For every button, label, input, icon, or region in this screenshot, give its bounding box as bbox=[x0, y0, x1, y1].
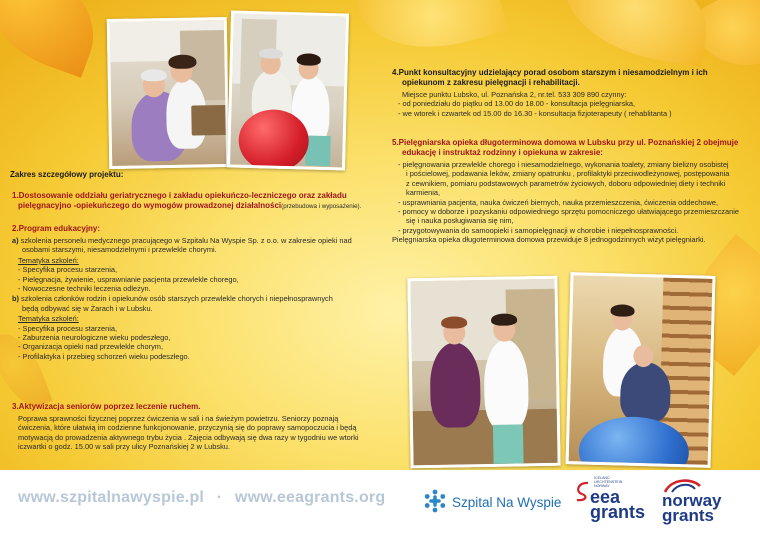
photo-senior-therapy-2 bbox=[227, 10, 349, 170]
section5-heading-line1: 5.Pielęgniarska opieka długoterminowa domowa w Lubsku przy ul. Poznańskiej 2 obejmuje bbox=[392, 138, 739, 147]
eea-wordmark-line2: grants bbox=[590, 502, 646, 522]
eea-grants-logo bbox=[574, 476, 644, 532]
topic-1-1: - Pielęgnacja, żywienie, usprawnianie pacjenta przewlekle chorego, bbox=[18, 274, 239, 284]
section5-line-4: - usprawniania pacjenta, nauka ćwiczeń biernych, nauka przemieszczenia, ćwiczenia oddechowe, bbox=[398, 197, 719, 207]
section4-line-0: Miejsce punktu Lubsko, ul. Poznańska 2, nr.tel. 533 309 890 czynny: bbox=[402, 90, 627, 99]
eea-country-norway: NORWAY bbox=[594, 484, 610, 488]
photo-senior-walking bbox=[407, 276, 560, 469]
scope-title: Zakres szczegółowy projektu: bbox=[10, 170, 124, 179]
section2-a-label: a) bbox=[12, 236, 19, 245]
section4-heading-line1: 4.Punkt konsultacyjny udzielający porad osobom starszym i niesamodzielnym i ich bbox=[392, 68, 708, 77]
eea-wordmark bbox=[590, 487, 646, 522]
eea-country-liechtenstein: LIECHTENSTEIN bbox=[594, 480, 623, 484]
section2-heading: 2.Program edukacyjny: bbox=[12, 224, 101, 233]
topic-1-2: - Nowoczesne techniki leczenia odleżyn. bbox=[18, 284, 151, 294]
autumn-leaf-decoration bbox=[553, 0, 717, 67]
section1-heading-note: (przebudowa i wyposażenie). bbox=[281, 203, 362, 210]
section5-body bbox=[392, 160, 757, 245]
topics-label-1: Tematyka szkoleń: bbox=[18, 255, 79, 265]
section2-a-line1: szkolenia personelu medycznego pracującego w Szpitalu Na Wyspie Sp. z o.o. w zakresie opieki nad bbox=[18, 236, 352, 245]
section1-heading bbox=[12, 191, 392, 212]
eeagrants-website-link[interactable]: www.eeagrants.org bbox=[234, 489, 386, 506]
section5-line-5: - pomocy w doborze i pozyskaniu odpowiedniego sprzętu pomocniczego ułatwiającego przemieszczanie bbox=[398, 207, 739, 217]
autumn-leaf-decoration bbox=[0, 0, 112, 78]
section3-line-1: ćwiczenia, które ułatwią im codzienne funkcjonowanie, przyczynią się do poprawy samopoczucia i będą bbox=[18, 423, 357, 433]
url-separator: · bbox=[216, 489, 223, 506]
photo-senior-therapy-1 bbox=[107, 17, 230, 169]
autumn-leaf-decoration bbox=[351, 0, 508, 67]
footer bbox=[0, 470, 760, 537]
eea-wordmark-line1: eea bbox=[590, 487, 621, 507]
section4-line-1: - od poniedziału do piątku od 13.00 do 18.00 - konsultacja pielęgniarska, bbox=[398, 99, 636, 109]
section5-line-7: - przygotowywania do samoopieki i samopielęgnacji w chorobie i niepełnosprawności. bbox=[398, 225, 679, 235]
section5-heading bbox=[392, 138, 757, 158]
section5-line-1: i pościelowej, podawania leków, zmiany opatrunku , profilaktyki przeciwodleżynowej, postępowania bbox=[406, 169, 730, 179]
eea-swirl-icon bbox=[574, 480, 590, 502]
norway-wordmark bbox=[662, 493, 722, 523]
footer-urls bbox=[18, 489, 385, 507]
topics-label-2: Tematyka szkoleń: bbox=[18, 314, 79, 324]
section1-heading-line2: pielęgnacyjno -opiekuńczego do wymogów prowadzonej działalności bbox=[18, 201, 282, 210]
section3-line-3: iczwartki o godz. 15.00 w sali przy ulicy Poznańskiej 2 w Lubsku. bbox=[18, 442, 230, 452]
norway-grants-logo bbox=[658, 478, 738, 532]
norway-wordmark-line2: grants bbox=[662, 506, 714, 525]
section2-b-label: b) bbox=[12, 294, 19, 304]
section5-heading-line2: edukację i instruktaż rodzinny i opiekuna w zakresie: bbox=[402, 148, 603, 157]
topic-2-1: - Zaburzenia neurologiczne wieku podeszłego, bbox=[18, 333, 171, 343]
topic-2-0: - Specyfika procesu starzenia, bbox=[18, 323, 117, 333]
section3-line-2: motywacją do prowadzenia aktywnego trybu życia . Zajęcia odbywają się dwa razy w tygodniu we wtorki bbox=[18, 432, 359, 442]
section2-a-line2: osobami starszymi, niesamodzielnymi i przewlekle chorymi. bbox=[22, 245, 217, 255]
section4-heading-line2: opiekunom z zakresu pielęgnacji i rehabilitacji. bbox=[402, 78, 580, 87]
section2-body bbox=[12, 236, 397, 361]
section3-line-0: Poprawa sprawności fizycznej poprzez ćwiczenia w sali i na świeżym powietrzu. Seniorzy poznają bbox=[18, 414, 339, 423]
section2-b-line2: będą odbywać się w Żarach i w Lubsku. bbox=[22, 303, 153, 313]
section5-line-6: się i nauka posługiwania się nim, bbox=[406, 216, 514, 226]
hospital-logo-text: Szpital Na Wyspie bbox=[452, 495, 562, 510]
section5-line-2: z cewnikiem, pomiaru podstawowych parametrów życiowych, doboru odpowiedniej diety i techniki bbox=[406, 178, 726, 188]
hospital-website-link[interactable]: www.szpitalnawyspie.pl bbox=[18, 489, 205, 506]
section4-body bbox=[392, 90, 757, 118]
topic-1-0: - Specyfika procesu starzenia, bbox=[18, 265, 117, 275]
section5-closing: Pielęgniarska opieka długoterminowa domowa przewiduje 8 jednogodzinnych wizyt pielęgniarki. bbox=[392, 235, 706, 245]
photo-senior-exercise bbox=[566, 272, 716, 468]
norway-wordmark-line1: norway bbox=[662, 491, 722, 510]
topic-2-2: - Organizacja opieki nad przewlekle chorym, bbox=[18, 342, 164, 352]
section2-b-line1: szkolenia członków rodzin i opiekunów osób starszych przewlekle chorych i niepełnosprawnych bbox=[18, 294, 333, 304]
section1-heading-line1: 1.Dostosowanie oddziału geriatrycznego i zakładu opiekuńczo-leczniczego oraz zakładu bbox=[12, 191, 347, 200]
section4-heading bbox=[392, 68, 757, 88]
topic-2-3: - Profilaktyka i przebieg schorzeń wieku podeszłego. bbox=[18, 351, 190, 361]
section3-body bbox=[12, 414, 402, 452]
section5-line-3: karmienia, bbox=[406, 188, 441, 198]
section4-line-2: - we wtorek i czwartek od 15.00 do 16.30 - konsultacja fizjoterapeuty ( rehablitanta ) bbox=[398, 108, 672, 118]
section5-line-0: - pielęgnowania przewlekle chorego i niesamodzielnego, wykonania toalety, zmiany bielizny osobistej bbox=[398, 160, 729, 169]
snowflake-icon bbox=[422, 488, 448, 514]
eea-country-iceland: ICELAND bbox=[594, 476, 610, 480]
section3-heading: 3.Aktywizacja seniorów poprzez leczenie ruchem. bbox=[12, 402, 201, 411]
